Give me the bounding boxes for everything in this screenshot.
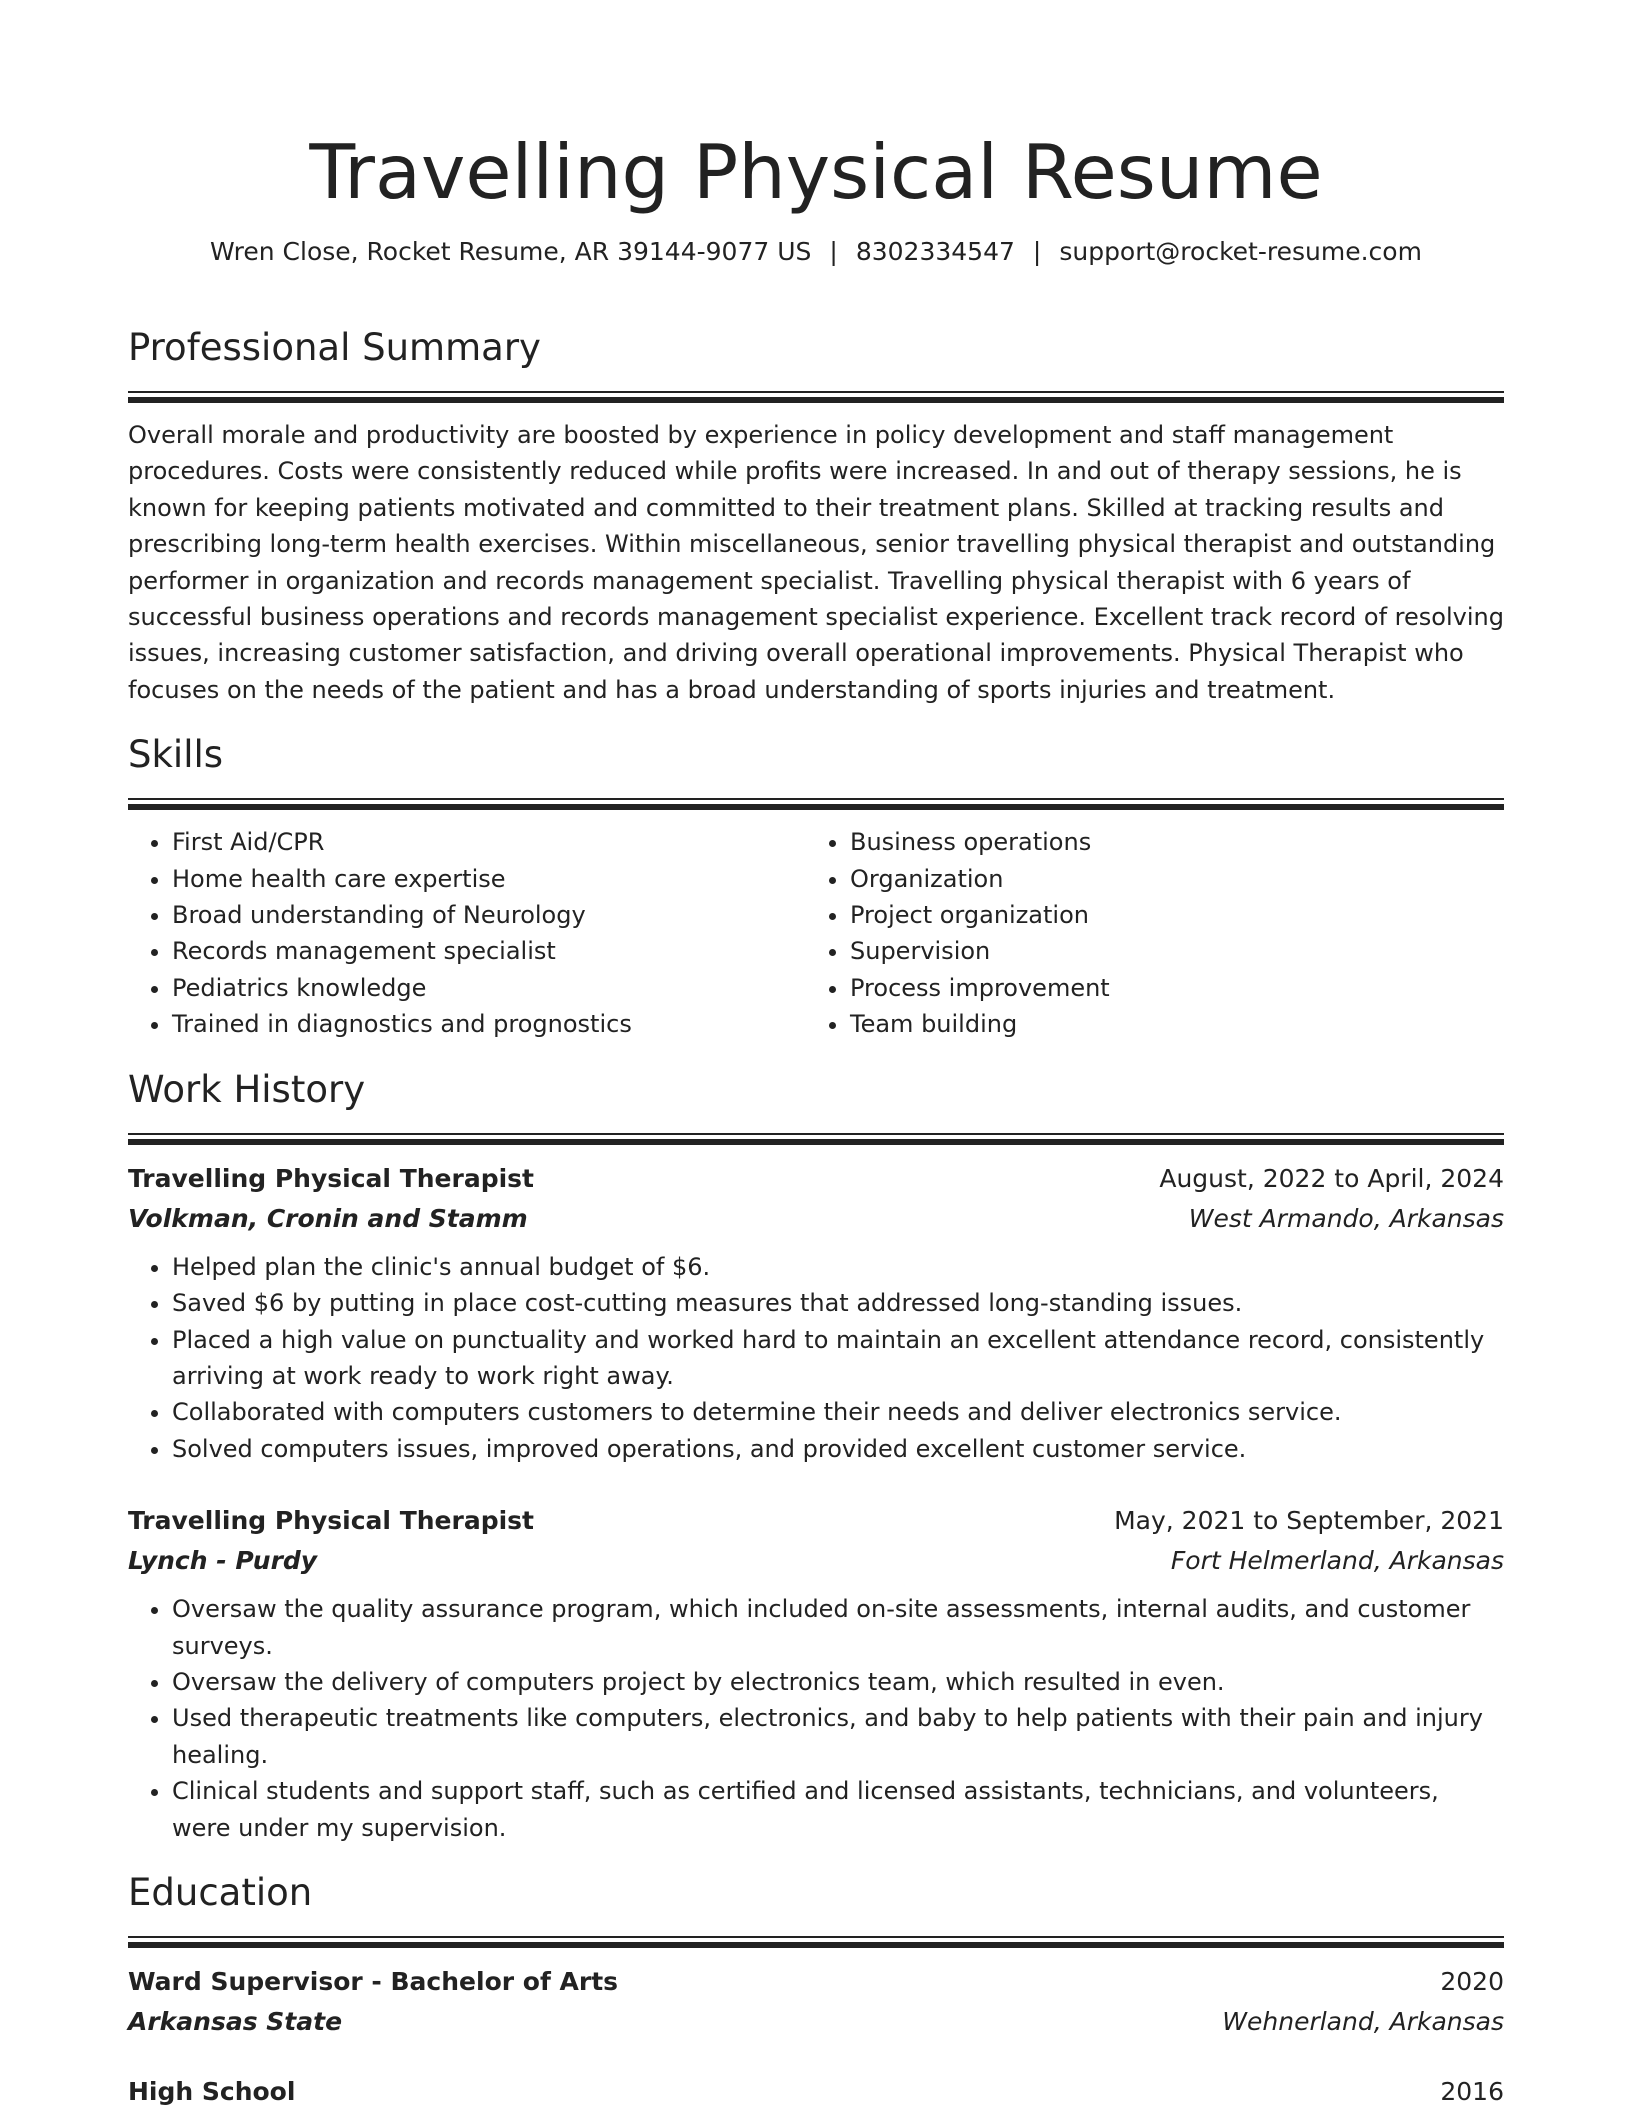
skill-item: • Process improvement (850, 970, 1110, 1006)
job-bullet: • Used therapeutic treatments like computers, electronics, and baby to help patients with their pain and injury healing. (172, 1700, 1504, 1773)
skill-item: • Organization (850, 861, 1110, 897)
job-bullet: • Placed a high value on punctuality and worked hard to maintain an excellent attendance record, consistently arriving at work ready to work right away. (172, 1322, 1504, 1395)
job-dates: May, 2021 to September, 2021 (1114, 1506, 1504, 1536)
job-dates: August, 2022 to April, 2024 (1159, 1163, 1504, 1193)
skill-item: • Business operations (850, 824, 1110, 860)
education-subheader (128, 2002, 1504, 2042)
job-bullets (128, 1591, 1504, 1846)
contact-separator: | (829, 237, 838, 266)
work-section (128, 1065, 1504, 1846)
resume-name: Travelling Physical Resume (309, 128, 1323, 216)
section-divider (128, 798, 1504, 810)
section-title-skills: Skills (128, 733, 224, 777)
job-bullet: • Saved $6 by putting in place cost-cutting measures that addressed long-standing issues. (172, 1285, 1504, 1321)
skill-item: • First Aid/CPR (172, 824, 806, 860)
section-title-summary: Professional Summary (128, 326, 541, 369)
skill-item: • Supervision (850, 933, 1110, 969)
summary-section (128, 323, 1504, 708)
summary-text: Overall morale and productivity are boosted by experience in policy development and staff management procedures. Costs were consistently reduced while profits were increased. In and out of therapy sessions, he is known for keeping patients motivated and committed to their treatment plans. Skilled at tracking results and prescribing long-term health exercises. Within miscellaneous, senior travelling physical therapist and outstanding performer in organization and records management specialist. Travelling physical therapist with 6 years of successful business operations and records management specialist experience. Excellent track record of resolving issues, increasing customer satisfaction, and driving overall operational improvements. Physical Therapist who focuses on the needs of the patient and has a broad understanding of sports injuries and treatment. (128, 421, 1504, 704)
job-header (128, 1501, 1504, 1541)
skill-item: • Home health care expertise (172, 861, 806, 897)
section-divider (128, 1133, 1504, 1145)
contact-separator: | (1032, 237, 1042, 266)
education-year: 2020 (1440, 1966, 1504, 1996)
job-bullets (128, 1249, 1504, 1467)
job-title: Travelling Physical Therapist (128, 1506, 534, 1536)
skill-item: • Project organization (850, 897, 1110, 933)
resume-page (128, 0, 1504, 2112)
job-entry (128, 1159, 1504, 1467)
job-subheader (128, 1541, 1504, 1581)
education-entry (128, 2072, 1504, 2112)
skill-item: • Trained in diagnostics and prognostics (172, 1006, 806, 1042)
contact-line (128, 234, 1504, 270)
section-divider (128, 391, 1504, 403)
job-bullet: • Solved computers issues, improved operations, and provided excellent customer service. (172, 1431, 1504, 1467)
job-company: Volkman, Cronin and Stamm (128, 1203, 528, 1233)
job-bullet: • Clinical students and support staff, such as certified and licensed assistants, technicians, and volunteers, were under my supervision. (172, 1773, 1504, 1846)
skill-item: • Team building (850, 1006, 1110, 1042)
section-title-education: Education (128, 1870, 313, 1914)
education-degree: High School (128, 2076, 296, 2106)
job-title: Travelling Physical Therapist (128, 1163, 534, 1193)
contact-address: Wren Close, Rocket Resume, AR 39144-9077 US (210, 237, 812, 266)
job-header (128, 1159, 1504, 1199)
section-title-work: Work History (128, 1067, 366, 1111)
education-header (128, 1962, 1504, 2002)
job-location: Fort Helmerland, Arkansas (1170, 1546, 1504, 1576)
skill-item: • Broad understanding of Neurology (172, 897, 806, 933)
education-entry (128, 1962, 1504, 2042)
skill-item: • Records management specialist (172, 933, 806, 969)
skills-section (128, 730, 1504, 1042)
section-divider (128, 1936, 1504, 1948)
job-location: West Armando, Arkansas (1188, 1203, 1504, 1233)
job-bullet: • Collaborated with computers customers to determine their needs and deliver electronics service. (172, 1394, 1504, 1430)
contact-phone[interactable]: 8302334547 (855, 237, 1015, 266)
skills-list-right (806, 824, 1110, 1042)
job-bullet: • Oversaw the quality assurance program, which included on-site assessments, internal audits, and customer surveys. (172, 1591, 1504, 1664)
job-bullet: • Oversaw the delivery of computers project by electronics team, which resulted in even. (172, 1664, 1504, 1700)
education-section (128, 1868, 1504, 2112)
job-company: Lynch - Purdy (128, 1546, 318, 1576)
education-degree: Ward Supervisor - Bachelor of Arts (128, 1966, 619, 1996)
job-subheader (128, 1199, 1504, 1239)
contact-email[interactable]: support@rocket-resume.com (1059, 237, 1422, 266)
skill-item: • Pediatrics knowledge (172, 970, 806, 1006)
skills-list-left (128, 824, 806, 1042)
education-school: Arkansas State (128, 2006, 343, 2036)
job-bullet: • Helped plan the clinic's annual budget of $6. (172, 1249, 1504, 1285)
skills-columns (128, 824, 1504, 1042)
job-entry (128, 1501, 1504, 1846)
education-header (128, 2072, 1504, 2112)
education-year: 2016 (1440, 2076, 1504, 2106)
education-location: Wehnerland, Arkansas (1222, 2006, 1504, 2036)
